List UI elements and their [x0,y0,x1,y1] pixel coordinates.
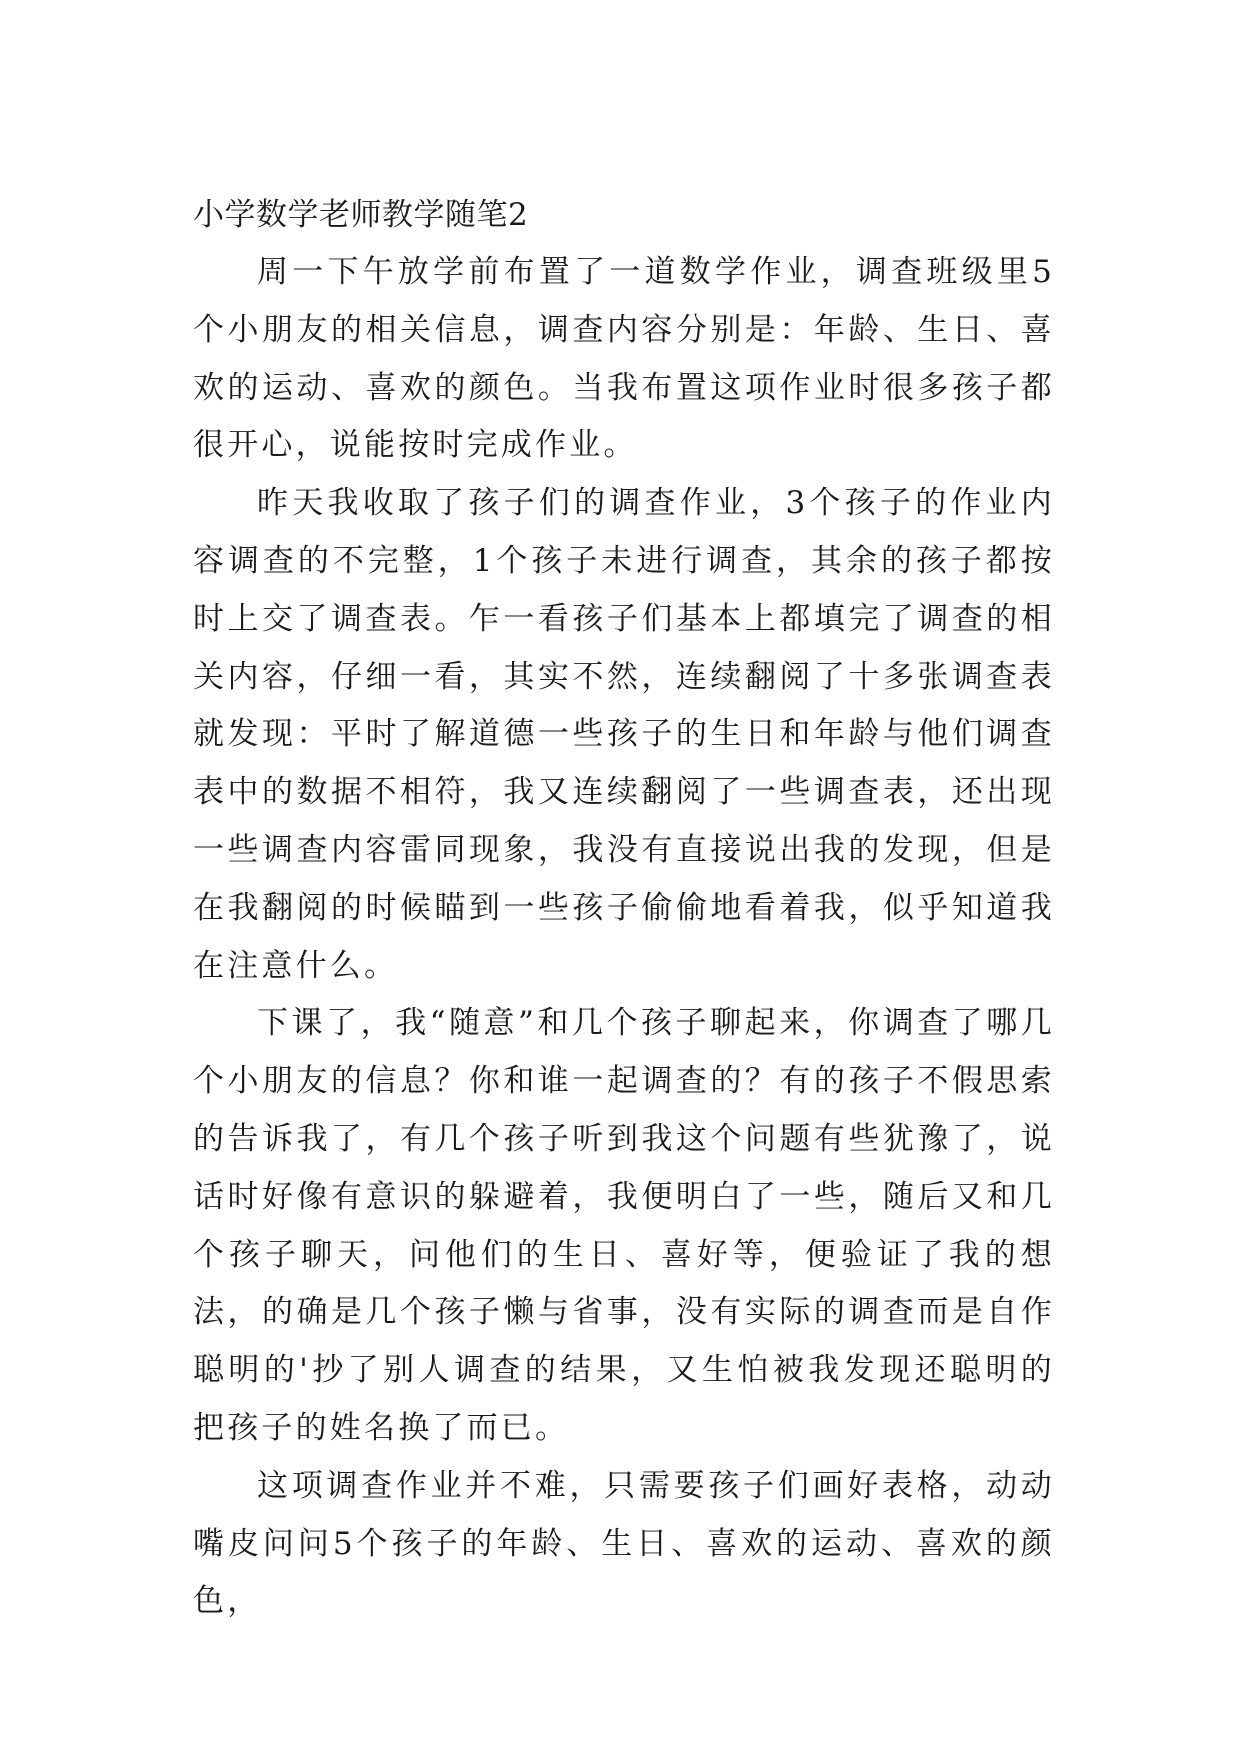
paragraph-1: 周一下午放学前布置了一道数学作业，调查班级里5个小朋友的相关信息，调查内容分别是：年龄、生日、喜欢的运动、喜欢的颜色。当我布置这项作业时很多孩子都很开心，说能按时完成作业。 [193,254,1055,464]
paragraph-3: 下课了，我“随意”和几个孩子聊起来，你调查了哪几个小朋友的信息？你和谁一起调查的？有的孩子不假思索的告诉我了，有几个孩子听到我这个问题有些犹豫了，说话时好像有意识的躲避着，我便明白了一些，随后又和几个孩子聊天，问他们的生日、喜好等，便验证了我的想法，的确是几个孩子懒与省事，没有实际的调查而是自作聪明的'抄了别人调查的结果，又生怕被我发现还聪明的把孩子的姓名换了而已。 [193,1005,1055,1446]
document-title: 小学数学老师教学随笔2 [193,197,529,233]
paragraph-2: 昨天我收取了孩子们的调查作业，3个孩子的作业内容调查的不完整，1个孩子未进行调查，其余的孩子都按时上交了调查表。乍一看孩子们基本上都填完了调查的相关内容，仔细一看，其实不然，连续翻阅了十多张调查表就发现：平时了解道德一些孩子的生日和年龄与他们调查表中的数据不相符，我又连续翻阅了一些调查表，还出现一些调查内容雷同现象，我没有直接说出我的发现，但是在我翻阅的时候瞄到一些孩子偷偷地看着我，似乎知道我在注意什么。 [193,485,1055,984]
paragraph-4: 这项调查作业并不难，只需要孩子们画好表格，动动嘴皮问问5个孩子的年龄、生日、喜欢的运动、喜欢的颜色， [193,1467,1055,1620]
document-page [193,186,1055,1631]
